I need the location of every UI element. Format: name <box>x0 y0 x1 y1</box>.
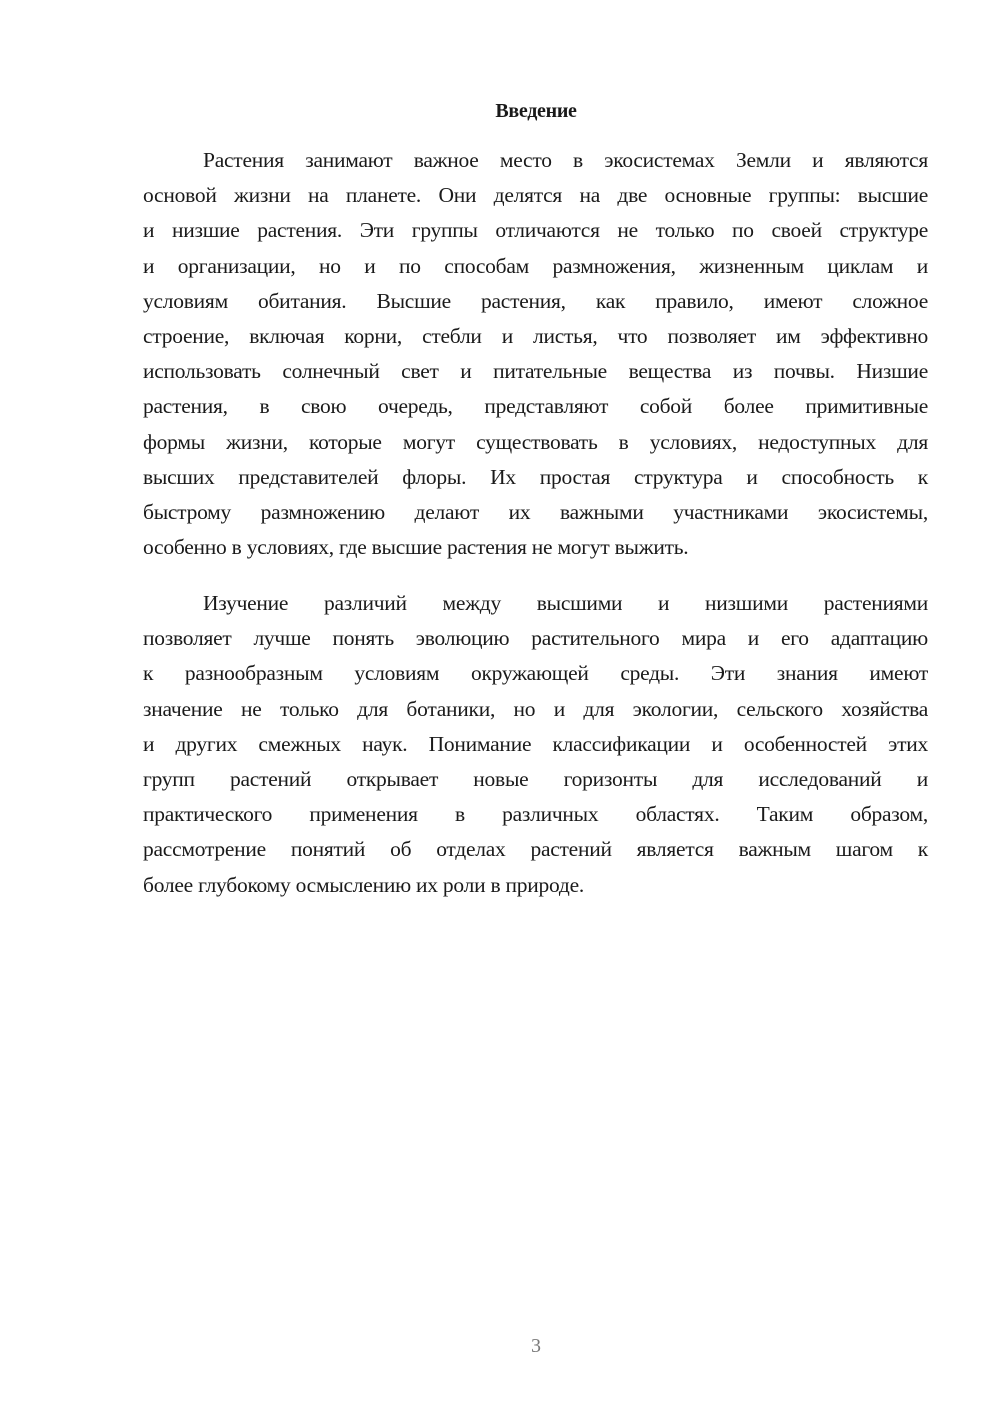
paragraph-1 <box>143 143 928 565</box>
page-number: 3 <box>531 1335 541 1357</box>
text-line: Изучение различий между высшими и низшими растениями <box>203 591 928 615</box>
text-line: особенно в условиях, где высшие растения не могут выжить. <box>143 535 689 560</box>
text-line: высших представителей флоры. Их простая структура и способность к <box>143 464 928 489</box>
text-line: Растения занимают важное место в экосистемах Земли и являются <box>203 148 928 172</box>
text-line: более глубокому осмыслению их роли в природе. <box>143 872 585 897</box>
section-heading: Введение <box>495 100 577 122</box>
text-line: условиям обитания. Высшие растения, как правило, имеют сложное <box>143 288 928 313</box>
text-line: формы жизни, которые могут существовать в условиях, недоступных для <box>143 429 928 454</box>
text-line: значение не только для ботаники, но и для экологии, сельского хозяйства <box>143 696 928 721</box>
text-line: растения, в свою очередь, представляют собой более примитивные <box>143 394 928 419</box>
text-line: и других смежных наук. Понимание классификации и особенностей этих <box>143 731 928 756</box>
text-line: позволяет лучше понять эволюцию растительного мира и его адаптацию <box>143 626 928 651</box>
text-line: использовать солнечный свет и питательные вещества из почвы. Низшие <box>143 359 928 384</box>
text-line: быстрому размножению делают их важными участниками экосистемы, <box>143 499 928 524</box>
paragraph-2 <box>143 586 928 903</box>
text-line: групп растений открывает новые горизонты для исследований и <box>143 766 928 791</box>
text-line: строение, включая корни, стебли и листья, что позволяет им эффективно <box>143 323 928 348</box>
text-line: к разнообразным условиям окружающей среды. Эти знания имеют <box>143 661 928 686</box>
text-line: и низшие растения. Эти группы отличаются не только по своей структуре <box>143 218 928 243</box>
text-line: и организации, но и по способам размножения, жизненным циклам и <box>143 253 928 278</box>
text-line: основой жизни на планете. Они делятся на две основные группы: высшие <box>143 183 928 208</box>
text-line: рассмотрение понятий об отделах растений является важным шагом к <box>143 837 928 862</box>
text-line: практического применения в различных областях. Таким образом, <box>143 802 928 827</box>
